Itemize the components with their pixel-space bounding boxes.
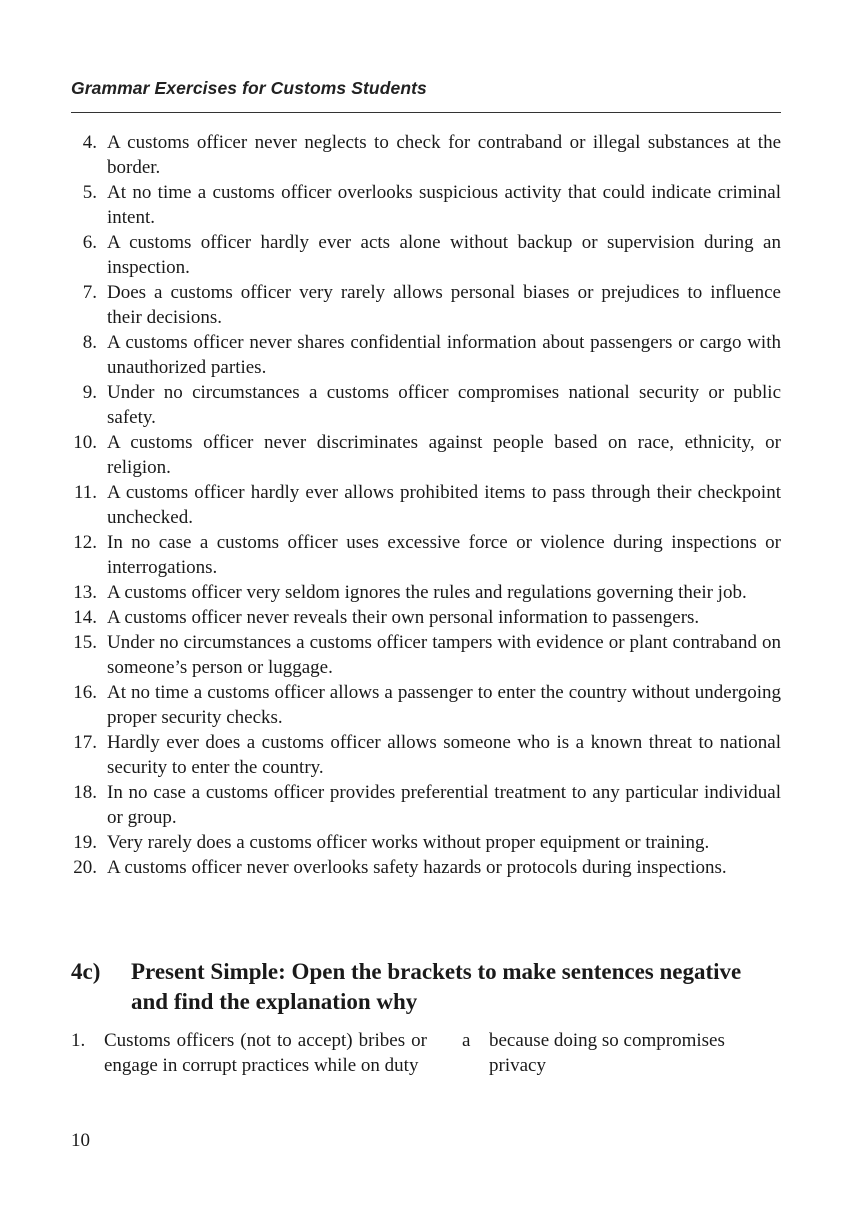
list-item: [71, 530, 781, 580]
list-item: [71, 380, 781, 430]
item-number: 4.: [82, 132, 97, 153]
list-item: [71, 680, 781, 730]
section-heading: [71, 957, 781, 1017]
list-item: [71, 330, 781, 380]
list-item: [71, 580, 781, 605]
list-item: [71, 630, 781, 680]
item-number: 19.: [73, 832, 97, 853]
sentence-list: [71, 130, 781, 880]
item-text: A customs officer never shares confidential information about passengers or cargo with unauthorized parties.: [107, 332, 781, 378]
list-item: [71, 605, 781, 630]
item-text: A customs officer never overlooks safety hazards or protocols during inspections.: [107, 857, 727, 878]
list-item: [71, 855, 781, 880]
item-number: 15.: [73, 632, 97, 653]
header-divider: [71, 112, 781, 113]
section-number: 4c): [71, 959, 101, 984]
item-number: 10.: [73, 432, 97, 453]
item-number: 8.: [82, 332, 97, 353]
item-number: 6.: [82, 232, 97, 253]
item-text: A customs officer hardly ever allows prohibited items to pass through their checkpoint unchecked.: [107, 482, 781, 528]
list-item: [71, 830, 781, 855]
explanation-option: [462, 1028, 772, 1078]
list-item: [71, 730, 781, 780]
list-item: [71, 480, 781, 530]
item-text: At no time a customs officer overlooks suspicious activity that could indicate criminal intent.: [107, 182, 781, 228]
item-text: A customs officer never discriminates against people based on race, ethnicity, or religion.: [107, 432, 781, 478]
item-text: In no case a customs officer provides preferential treatment to any particular individual or group.: [107, 782, 781, 828]
item-number: 13.: [73, 582, 97, 603]
option-letter: a: [462, 1030, 471, 1051]
exercise-text: Customs officers (not to accept) bribes or engage in corrupt practices while on duty: [104, 1030, 427, 1076]
section-title: Present Simple: Open the brackets to make sentences negative and find the explanation why: [131, 959, 742, 1014]
item-text: Does a customs officer very rarely allows personal biases or prejudices to influence their decisions.: [107, 282, 781, 328]
item-text: A customs officer very seldom ignores the rules and regulations governing their job.: [107, 582, 747, 603]
exercise-number: 1.: [71, 1030, 86, 1051]
item-text: At no time a customs officer allows a passenger to enter the country without undergoing proper security checks.: [107, 682, 781, 728]
item-number: 20.: [73, 857, 97, 878]
item-number: 18.: [73, 782, 97, 803]
item-number: 9.: [82, 382, 97, 403]
item-text: A customs officer never reveals their own personal information to passengers.: [107, 607, 700, 628]
item-number: 7.: [82, 282, 97, 303]
item-number: 12.: [73, 532, 97, 553]
item-text: Under no circumstances a customs officer compromises national security or public safety.: [107, 382, 781, 428]
item-text: In no case a customs officer uses excessive force or violence during inspections or interrogations.: [107, 532, 781, 578]
list-item: [71, 780, 781, 830]
list-item: [71, 130, 781, 180]
running-header: Grammar Exercises for Customs Students: [71, 78, 427, 98]
list-item: [71, 280, 781, 330]
list-item: [71, 180, 781, 230]
option-text: because doing so compromises privacy: [489, 1030, 725, 1076]
item-text: Under no circumstances a customs officer tampers with evidence or plant contraband on someone’s person or luggage.: [107, 632, 781, 678]
page-number: 10: [71, 1130, 90, 1151]
exercise-sentence: [71, 1028, 427, 1078]
item-text: A customs officer hardly ever acts alone without backup or supervision during an inspection.: [107, 232, 781, 278]
item-text: Very rarely does a customs officer works without proper equipment or training.: [107, 832, 710, 853]
item-number: 14.: [73, 607, 97, 628]
item-number: 16.: [73, 682, 97, 703]
list-item: [71, 430, 781, 480]
item-number: 5.: [82, 182, 97, 203]
list-item: [71, 230, 781, 280]
item-number: 11.: [73, 482, 97, 503]
item-text: Hardly ever does a customs officer allows someone who is a known threat to national security to enter the country.: [107, 732, 781, 778]
item-text: A customs officer never neglects to check for contraband or illegal substances at the border.: [107, 132, 781, 178]
item-number: 17.: [73, 732, 97, 753]
